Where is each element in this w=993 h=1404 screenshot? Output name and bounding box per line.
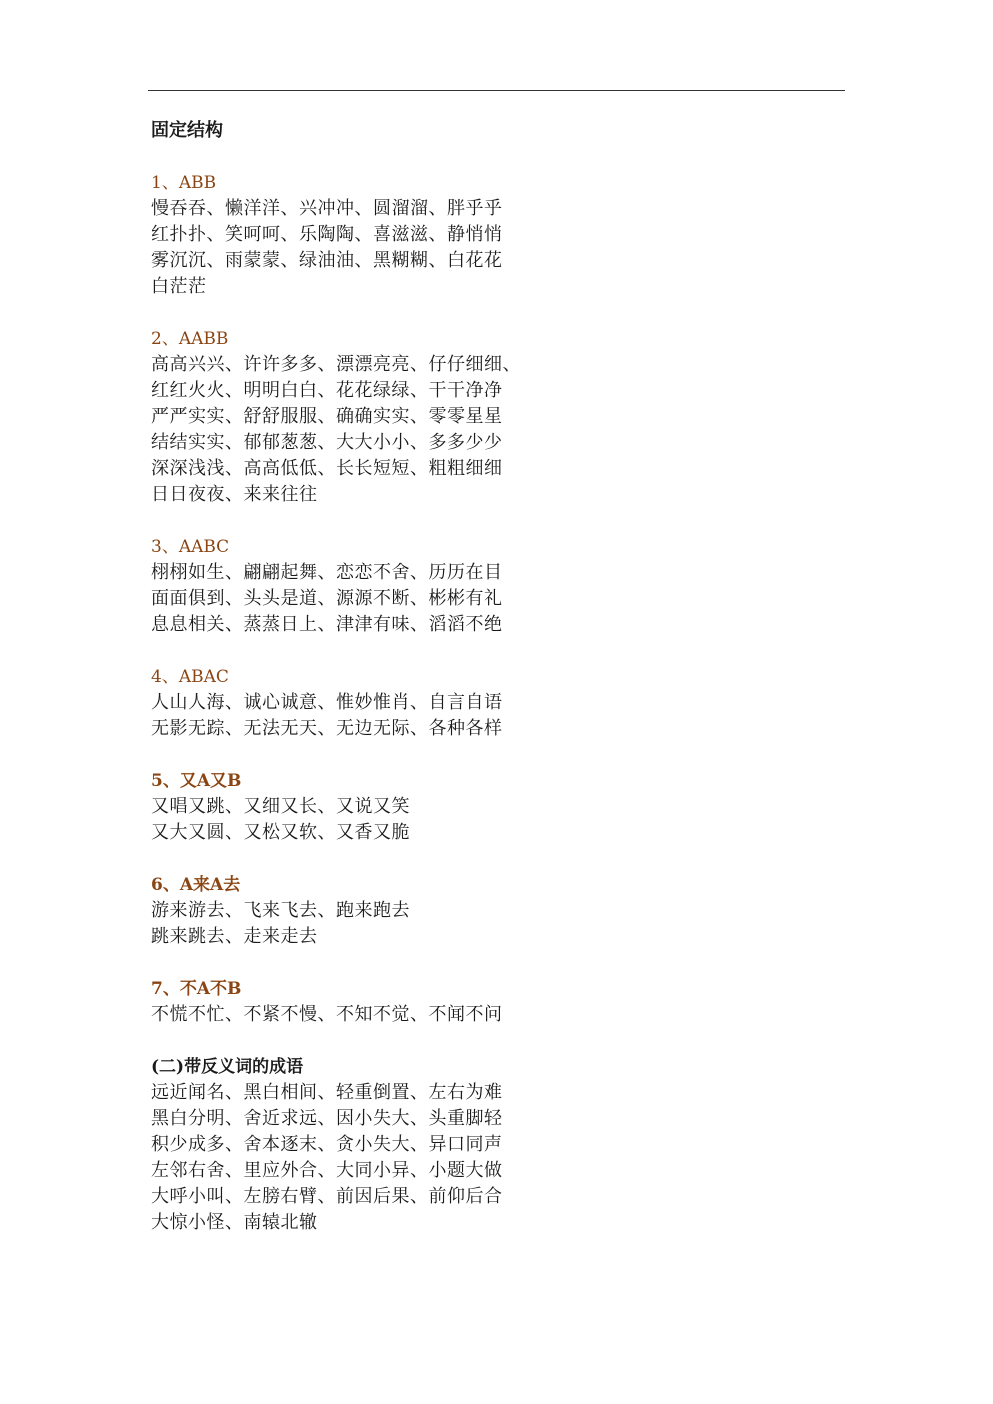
section-heading: 2、AABB (151, 329, 229, 349)
section-abb (151, 170, 831, 300)
idiom-line: 左邻右舍、里应外合、大同小异、小题大做 (151, 1160, 503, 1181)
idiom-line: 积少成多、舍本逐末、贪小失大、异口同声 (151, 1134, 503, 1155)
document-body (151, 118, 831, 1236)
section-heading: 4、ABAC (151, 667, 229, 687)
idiom-line: 高高兴兴、许许多多、漂漂亮亮、仔仔细细、 (151, 354, 521, 375)
idiom-line: 大惊小怪、南辕北辙 (151, 1212, 318, 1233)
idiom-line: 深深浅浅、高高低低、长长短短、粗粗细细 (151, 458, 503, 479)
idiom-line: 红扑扑、笑呵呵、乐陶陶、喜滋滋、静悄悄 (151, 224, 503, 245)
idiom-line: 栩栩如生、翩翩起舞、恋恋不舍、历历在目 (151, 562, 503, 583)
idiom-line: 白茫茫 (151, 276, 207, 297)
section-abac (151, 664, 831, 742)
idiom-line: 日日夜夜、来来往往 (151, 484, 318, 505)
idiom-line: 大呼小叫、左膀右臂、前因后果、前仰后合 (151, 1186, 503, 1207)
header-rule (148, 90, 845, 91)
section-you-a-you-b (151, 768, 831, 846)
section-antonym-idioms (151, 1054, 831, 1236)
idiom-line: 人山人海、诚心诚意、惟妙惟肖、自言自语 (151, 692, 503, 713)
section-heading: 7、不A不B (151, 979, 242, 999)
idiom-line: 雾沉沉、雨蒙蒙、绿油油、黑糊糊、白花花 (151, 250, 503, 271)
idiom-line: 严严实实、舒舒服服、确确实实、零零星星 (151, 406, 503, 427)
section-heading: 6、A来A去 (151, 875, 241, 895)
section-heading: (二)带反义词的成语 (151, 1057, 304, 1077)
idiom-line: 红红火火、明明白白、花花绿绿、干干净净 (151, 380, 503, 401)
idiom-line: 又大又圆、又松又软、又香又脆 (151, 822, 410, 843)
idiom-line: 无影无踪、无法无天、无边无际、各种各样 (151, 718, 503, 739)
idiom-line: 跳来跳去、走来走去 (151, 926, 318, 947)
section-aabb (151, 326, 831, 508)
section-heading: 1、ABB (151, 173, 217, 193)
idiom-line: 慢吞吞、懒洋洋、兴冲冲、圆溜溜、胖乎乎 (151, 198, 503, 219)
idiom-line: 面面俱到、头头是道、源源不断、彬彬有礼 (151, 588, 503, 609)
idiom-line: 息息相关、蒸蒸日上、津津有味、滔滔不绝 (151, 614, 503, 635)
section-bu-a-bu-b (151, 976, 831, 1028)
page-title: 固定结构 (151, 120, 223, 141)
section-heading: 5、又A又B (151, 771, 242, 791)
section-heading: 3、AABC (151, 537, 230, 557)
idiom-line: 不慌不忙、不紧不慢、不知不觉、不闻不问 (151, 1004, 503, 1025)
section-aabc (151, 534, 831, 638)
section-a-lai-a-qu (151, 872, 831, 950)
idiom-line: 远近闻名、黑白相间、轻重倒置、左右为难 (151, 1082, 503, 1103)
idiom-line: 又唱又跳、又细又长、又说又笑 (151, 796, 410, 817)
idiom-line: 结结实实、郁郁葱葱、大大小小、多多少少 (151, 432, 503, 453)
idiom-line: 黑白分明、舍近求远、因小失大、头重脚轻 (151, 1108, 503, 1129)
idiom-line: 游来游去、飞来飞去、跑来跑去 (151, 900, 410, 921)
